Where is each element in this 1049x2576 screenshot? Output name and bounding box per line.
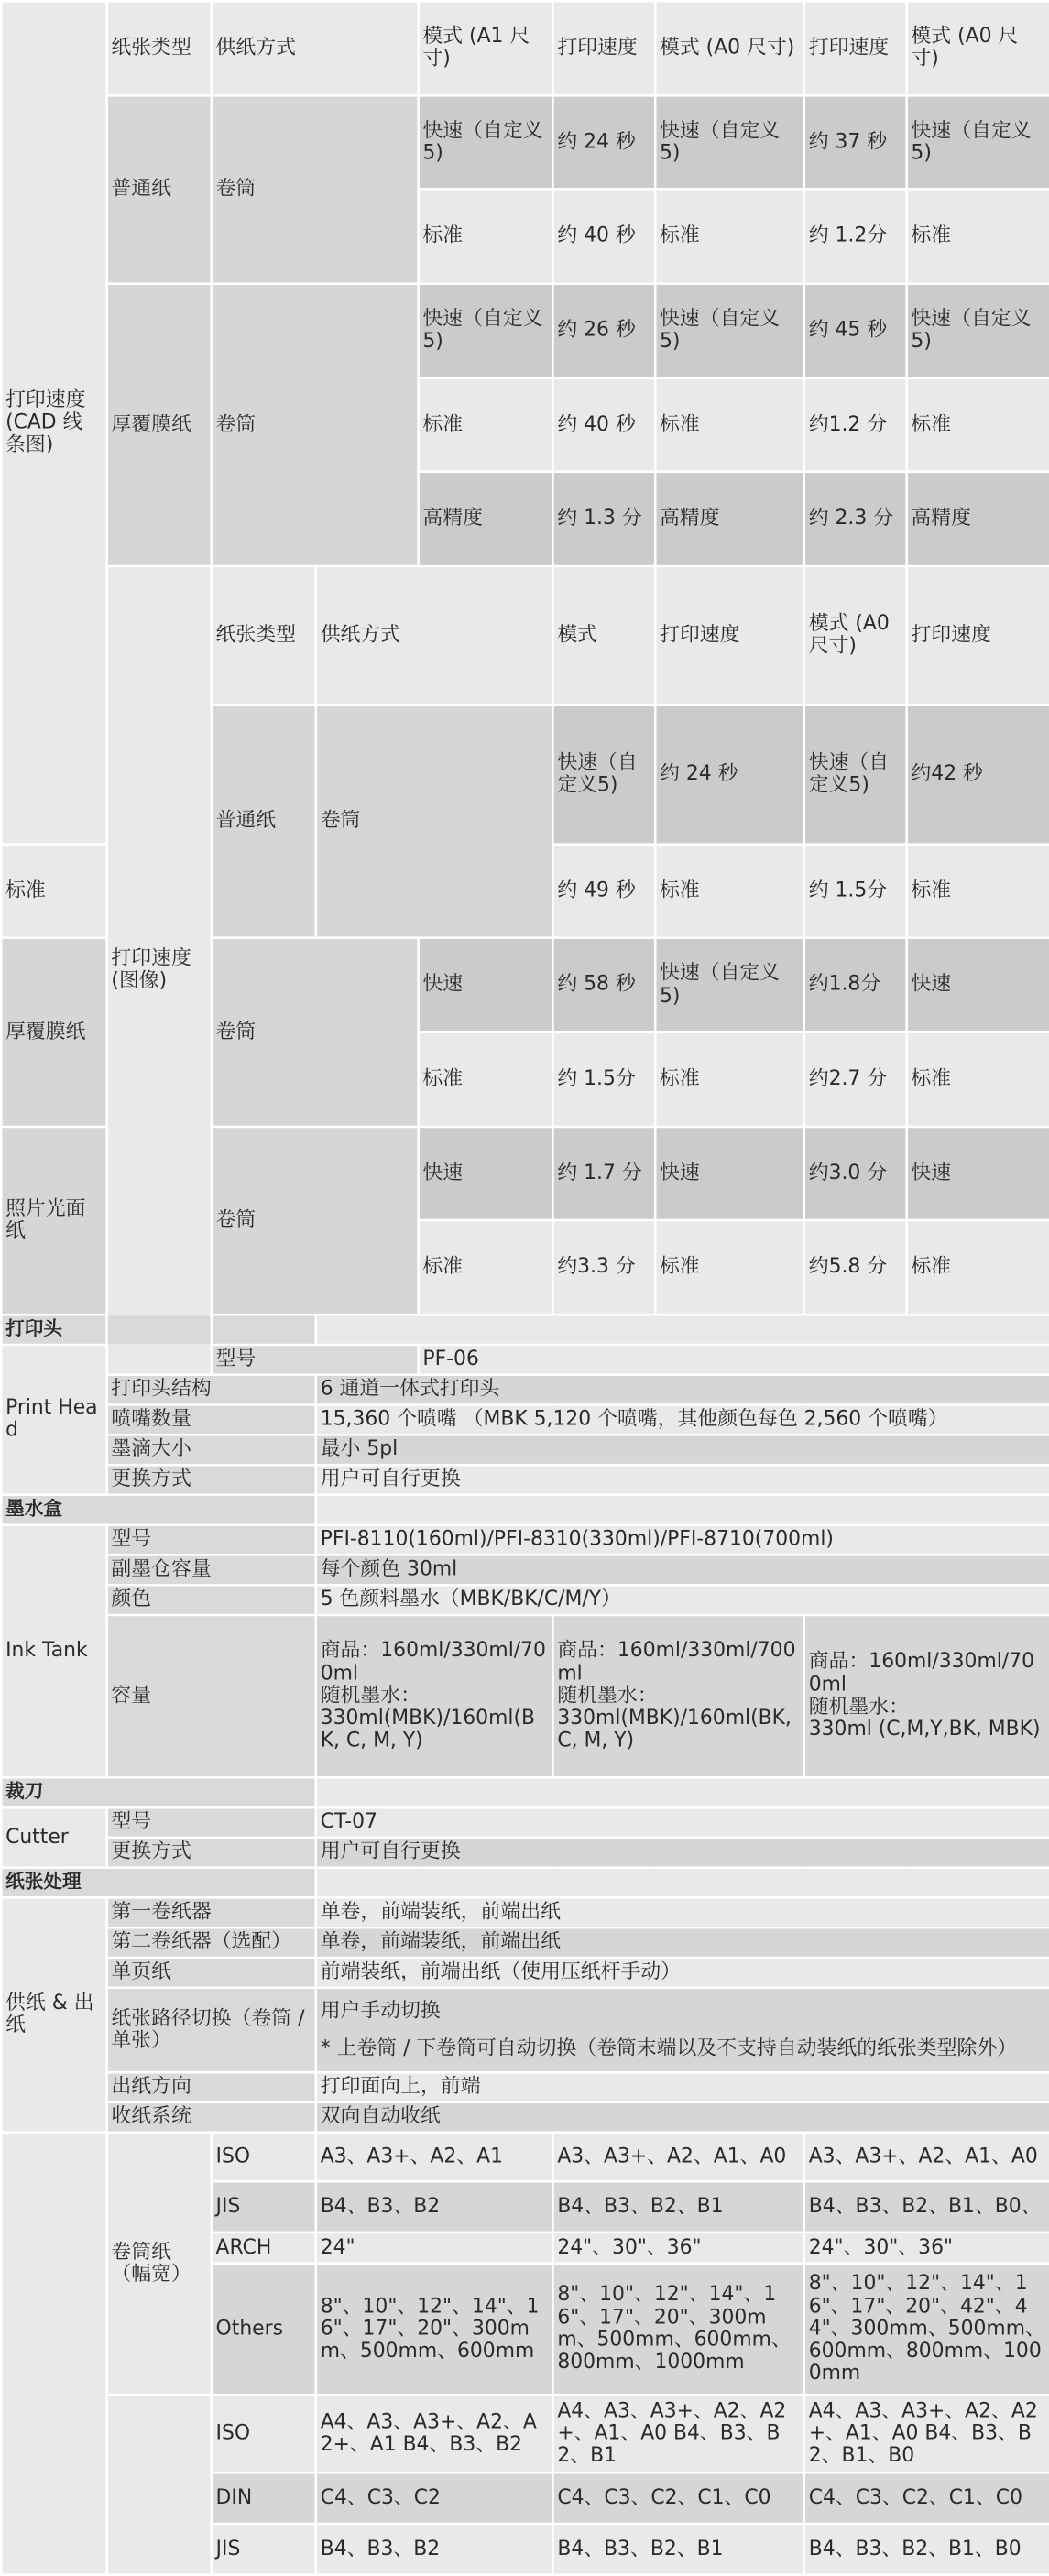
mode-cell: 快速（自定义5) (655, 938, 804, 1032)
spec-value: 打印面向上，前端 (316, 2072, 1049, 2102)
speed-cell: 约 24 秒 (655, 704, 804, 844)
feed-method: 卷筒 (316, 704, 553, 937)
mode-cell: 标准 (419, 190, 553, 284)
mode-cell: 标准 (655, 1032, 804, 1127)
speed-cell: 约 40 秒 (552, 190, 655, 284)
size-cell: C4、C3、C2 (316, 2472, 553, 2524)
speed-cell: 约 1.3 分 (552, 472, 655, 566)
size-cell: C4、C3、C2、C1、C0 (804, 2472, 1049, 2524)
mode-cell: 标准 (419, 377, 553, 472)
mode-cell: 快速（自定义5) (655, 283, 804, 377)
size-cell: 8"、10"、12"、14"、16"、17"、20"、42"、44"、300mm、500mm、600mm、800mm、1000mm (804, 2264, 1049, 2395)
standard-label: ISO (212, 2132, 316, 2180)
capacity-label: 容量 (107, 1615, 316, 1777)
cutter-label: Cutter (1, 1807, 106, 1868)
mode-cell: 快速 (419, 938, 553, 1032)
size-cell: A4、A3、A3+、A2、A2+、A1、A0 B4、B3、B2、B1 (552, 2395, 803, 2472)
mode-cell: 快速（自定义5) (655, 95, 804, 190)
size-cell: B4、B3、B2、B1 (552, 2181, 803, 2232)
mode-cell: 快速（自定义5) (907, 95, 1049, 190)
spec-value: CT-07 (316, 1807, 1049, 1838)
mode-cell: 标准 (655, 1220, 804, 1315)
speed-cell: 约 1.5分 (552, 1032, 655, 1127)
size-cell: A3、A3+、A2、A1 (316, 2132, 553, 2180)
speed-cell: 约5.8 分 (804, 1220, 907, 1315)
spec-label: 收纸系统 (107, 2102, 316, 2133)
spec-value: 用户可自行更换 (316, 1465, 1049, 1495)
section-title-print-head: 打印头 (1, 1315, 316, 1345)
spec-value: 15,360 个喷嘴 （MBK 5,120 个喷嘴，其他颜色每色 2,560 个喷嘴） (316, 1404, 1049, 1435)
col-header: 模式 (A0 尺寸) (655, 1, 804, 95)
spec-value: 每个颜色 30ml (316, 1555, 1049, 1585)
speed-cell: 约 58 秒 (552, 938, 655, 1032)
standard-label: Others (212, 2264, 316, 2395)
section-title-cutter: 裁刀 (1, 1777, 316, 1807)
mode-cell: 标准 (655, 190, 804, 284)
spec-label: 更换方式 (107, 1838, 316, 1868)
mode-cell: 标准 (419, 1220, 553, 1315)
spec-label: 打印头结构 (107, 1374, 316, 1404)
col-header: 供纸方式 (212, 1, 419, 95)
mode-cell: 高精度 (655, 472, 804, 566)
spec-value: 双向自动收纸 (316, 2102, 1049, 2133)
spec-label: 墨滴大小 (107, 1435, 316, 1465)
feed-method: 卷筒 (212, 938, 419, 1127)
size-cell: A3、A3+、A2、A1、A0 (552, 2132, 803, 2180)
feed-method: 卷筒 (212, 283, 419, 565)
spec-value: 最小 5pl (316, 1435, 1049, 1465)
path-switch-label: 纸张路径切换（卷筒 / 单张） (107, 1987, 316, 2071)
col-header: 模式 (A0 尺寸) (907, 1, 1049, 95)
speed-cell: 约 26 秒 (552, 283, 655, 377)
feed-method: 卷筒 (212, 95, 419, 284)
capacity-cell: 商品：160ml/330ml/700ml 随机墨水： 330ml (C,M,Y,BK, MBK) (804, 1615, 1049, 1777)
col-header: 纸张类型 (107, 1, 212, 95)
mode-cell: 标准 (655, 377, 804, 472)
speed-cell: 约 45 秒 (804, 283, 907, 377)
size-cell: C4、C3、C2、C1、C0 (552, 2472, 803, 2524)
size-cell: A4、A3、A3+、A2、A2+、A1 B4、B3、B2 (316, 2395, 553, 2472)
speed-cell: 约 24 秒 (552, 95, 655, 190)
speed-cell: 约 2.3 分 (804, 472, 907, 566)
standard-label: JIS (212, 2524, 316, 2575)
mode-cell: 高精度 (419, 472, 553, 566)
standard-label: ISO (212, 2395, 316, 2472)
col-header: 供纸方式 (316, 566, 553, 705)
speed-cell: 约 1.7 分 (552, 1126, 655, 1220)
speed-cell: 约 1.2分 (804, 190, 907, 284)
spec-label: 单页纸 (107, 1958, 316, 1988)
mode-cell: 高精度 (907, 472, 1049, 566)
speed-image-label: 打印速度(图像) (107, 566, 212, 1375)
col-header: 打印速度 (552, 1, 655, 95)
size-cell: B4、B3、B2、B1、B0、 (804, 2181, 1049, 2232)
col-header: 模式 (A1 尺寸) (419, 1, 553, 95)
spec-label: 第二卷纸器（选配） (107, 1927, 316, 1958)
size-cell: A4、A3、A3+、A2、A2+、A1、A0 B4、B3、B2、B1、B0 (804, 2395, 1049, 2472)
paper-handling-label: 供纸 & 出纸 (1, 1897, 106, 2132)
mode-cell: 标准 (1, 844, 106, 938)
mode-cell: 快速（自定义5) (552, 704, 655, 844)
spec-label: 更换方式 (107, 1465, 316, 1495)
speed-cell: 约3.0 分 (804, 1126, 907, 1220)
spec-label: 第一卷纸器 (107, 1897, 316, 1927)
paper-type: 普通纸 (107, 95, 212, 284)
ink-tank-label: Ink Tank (1, 1524, 106, 1777)
paper-type: 照片光面纸 (1, 1126, 106, 1315)
speed-cad-label: 打印速度(CAD 线条图) (1, 1, 106, 844)
standard-label: ARCH (212, 2232, 316, 2264)
speed-cell: 约 37 秒 (804, 95, 907, 190)
feed-method: 卷筒 (212, 1126, 419, 1315)
col-header: 模式 (A0 尺寸) (804, 566, 907, 705)
spec-value: PFI-8110(160ml)/PFI-8310(330ml)/PFI-8710(700ml) (316, 1524, 1049, 1555)
size-cell: 8"、10"、12"、14"、16"、17"、20"、300mm、500mm、600mm (316, 2264, 553, 2395)
mode-cell: 标准 (907, 844, 1049, 938)
mode-cell: 快速 (907, 1126, 1049, 1220)
mode-cell: 标准 (907, 190, 1049, 284)
col-header: 打印速度 (907, 566, 1049, 705)
section-title-paper-handling: 纸张处理 (1, 1867, 316, 1897)
mode-cell: 标准 (907, 1032, 1049, 1127)
speed-cell: 约42 秒 (907, 704, 1049, 844)
col-header: 打印速度 (655, 566, 804, 705)
size-cell: 8"、10"、12"、14"、16"、17"、20"、300mm、500mm、600mm、800mm、1000mm (552, 2264, 803, 2395)
speed-cell: 约 1.5分 (804, 844, 907, 938)
spec-label: 型号 (107, 1807, 316, 1838)
spec-value: PF-06 (419, 1345, 1049, 1375)
roll-width-label: 卷筒纸（幅宽） (107, 2132, 212, 2395)
mode-cell: 标准 (907, 377, 1049, 472)
size-cell: B4、B3、B2、B1、B0 (804, 2524, 1049, 2575)
mode-cell: 标准 (655, 844, 804, 938)
col-header: 模式 (552, 566, 655, 705)
size-cell: B4、B3、B2、B1 (552, 2524, 803, 2575)
standard-label: DIN (212, 2472, 316, 2524)
mode-cell: 快速 (655, 1126, 804, 1220)
spec-value: 单卷，前端装纸，前端出纸 (316, 1927, 1049, 1958)
speed-cell: 约 40 秒 (552, 377, 655, 472)
mode-cell: 快速（自定义5) (907, 283, 1049, 377)
mode-cell: 快速（自定义5) (419, 283, 553, 377)
col-header: 打印速度 (804, 1, 907, 95)
spec-label: 型号 (212, 1345, 419, 1375)
mode-cell: 快速 (907, 938, 1049, 1032)
size-cell: 24"、30"、36" (552, 2232, 803, 2264)
size-cell: A3、A3+、A2、A1、A0 (804, 2132, 1049, 2180)
col-header: 纸张类型 (212, 566, 316, 705)
spec-value: 6 通道一体式打印头 (316, 1374, 1049, 1404)
capacity-cell: 商品：160ml/330ml/700ml 随机墨水： 330ml(MBK)/160ml(BK, C, M, Y) (552, 1615, 803, 1777)
spec-value: 单卷，前端装纸，前端出纸 (316, 1897, 1049, 1927)
spec-value: 前端装纸，前端出纸（使用压纸杆手动） (316, 1958, 1049, 1988)
spec-label: 副墨仓容量 (107, 1555, 316, 1585)
speed-cell: 约1.2 分 (804, 377, 907, 472)
paper-type: 厚覆膜纸 (107, 283, 212, 565)
path-switch-value: 用户手动切换 * 上卷筒 / 下卷筒可自动切换（卷筒末端以及不支持自动装纸的纸张类型除外） (316, 1987, 1049, 2071)
mode-cell: 快速（自定义5) (419, 95, 553, 190)
print-head-label: Print Head (1, 1345, 106, 1495)
speed-cell: 约3.3 分 (552, 1220, 655, 1315)
spec-value: 5 色颜料墨水（MBK/BK/C/M/Y） (316, 1585, 1049, 1615)
mode-cell: 快速 (419, 1126, 553, 1220)
mode-cell: 快速（自定义5) (804, 704, 907, 844)
size-cell: B4、B3、B2 (316, 2181, 553, 2232)
speed-cell: 约 49 秒 (552, 844, 655, 938)
size-cell: 24" (316, 2232, 553, 2264)
paper-type: 厚覆膜纸 (1, 938, 106, 1127)
spec-label: 喷嘴数量 (107, 1404, 316, 1435)
speed-cell: 约1.8分 (804, 938, 907, 1032)
spec-label: 型号 (107, 1524, 316, 1555)
mode-cell: 标准 (907, 1220, 1049, 1315)
size-cell: 24"、30"、36" (804, 2232, 1049, 2264)
spec-label: 出纸方向 (107, 2072, 316, 2102)
section-title-ink: 墨水盒 (1, 1495, 316, 1525)
speed-cell: 约2.7 分 (804, 1032, 907, 1127)
mode-cell: 标准 (419, 1032, 553, 1127)
paper-type: 普通纸 (212, 704, 316, 937)
standard-label: JIS (212, 2181, 316, 2232)
spec-value: 用户可自行更换 (316, 1838, 1049, 1868)
spec-label: 颜色 (107, 1585, 316, 1615)
size-cell: B4、B3、B2 (316, 2524, 553, 2575)
capacity-cell: 商品：160ml/330ml/700ml 随机墨水： 330ml(MBK)/160ml(BK, C, M, Y) (316, 1615, 553, 1777)
